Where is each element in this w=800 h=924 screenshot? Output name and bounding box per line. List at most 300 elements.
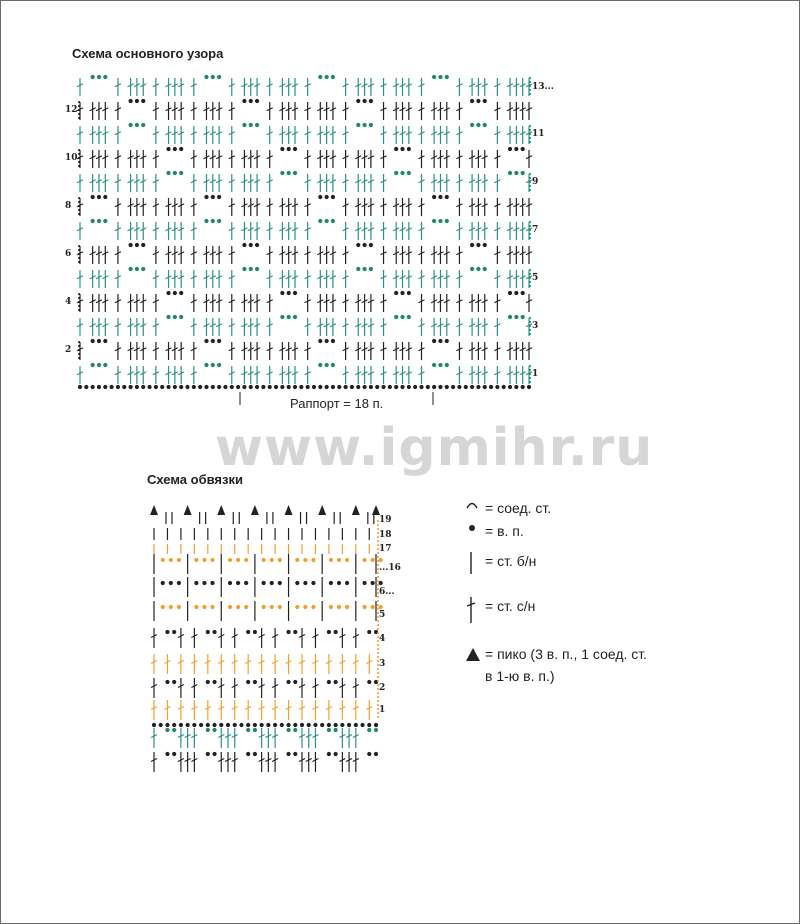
- chain-stitch: [489, 385, 493, 389]
- chain-stitch: [192, 723, 196, 727]
- chain-stitch: [154, 385, 158, 389]
- chain-stitch: [169, 558, 173, 562]
- chain-stitch: [344, 385, 348, 389]
- chain-stitch: [135, 123, 139, 127]
- slip-stitch-icon: [465, 497, 485, 514]
- chain-stitch: [273, 723, 277, 727]
- chain-stitch: [293, 723, 297, 727]
- chain-stitch: [233, 723, 237, 727]
- chain-stitch: [179, 171, 183, 175]
- chain-stitch: [318, 195, 322, 199]
- chain-stitch: [514, 147, 518, 151]
- chain-stitch: [286, 752, 290, 756]
- chain-stitch: [287, 291, 291, 295]
- chain-stitch: [508, 291, 512, 295]
- chain-stitch: [249, 99, 253, 103]
- chain-stitch: [165, 680, 169, 684]
- chain-stitch: [438, 195, 442, 199]
- row-label-right: 1: [379, 705, 386, 715]
- chain-stitch: [103, 363, 107, 367]
- chain-stitch: [172, 723, 176, 727]
- chain-stitch: [166, 315, 170, 319]
- chain-stitch: [128, 123, 132, 127]
- chain-stitch: [242, 243, 246, 247]
- chain-stitch: [253, 752, 257, 756]
- chain-stitch: [166, 291, 170, 295]
- chain-stitch: [379, 605, 383, 609]
- chain-stitch: [432, 339, 436, 343]
- chain-stitch: [318, 363, 322, 367]
- chain-stitch: [521, 147, 525, 151]
- chain-stitch: [325, 195, 329, 199]
- chain-stitch: [514, 385, 518, 389]
- chain-stitch: [253, 723, 257, 727]
- chain-stitch: [165, 630, 169, 634]
- chain-stitch: [362, 605, 366, 609]
- chain-stitch: [173, 315, 177, 319]
- chain-stitch: [236, 581, 240, 585]
- chain-stitch: [249, 385, 253, 389]
- chain-stitch: [268, 385, 272, 389]
- chain-stitch: [226, 723, 230, 727]
- row-label-left: 12: [65, 105, 78, 115]
- chain-stitch: [246, 752, 250, 756]
- chain-stitch: [236, 605, 240, 609]
- chain-stitch: [371, 605, 375, 609]
- chain-stitch: [362, 267, 366, 271]
- chain-stitch: [287, 147, 291, 151]
- legend-text: = соед. ст.: [485, 500, 552, 516]
- chain-stitch: [84, 385, 88, 389]
- chain-stitch: [320, 723, 324, 727]
- chain-stitch: [212, 723, 216, 727]
- chain-stitch: [327, 752, 331, 756]
- chain-stitch: [521, 385, 525, 389]
- chain-stitch: [179, 723, 183, 727]
- chain-stitch: [325, 385, 329, 389]
- chain-stitch: [255, 243, 259, 247]
- row-label-right: 17: [379, 544, 392, 554]
- chain-stitch: [270, 558, 274, 562]
- chain-stitch: [334, 630, 338, 634]
- chain-stitch: [356, 385, 360, 389]
- chain-stitch: [253, 728, 257, 732]
- chain-stitch: [255, 267, 259, 271]
- row-label-right: 5: [532, 273, 539, 283]
- chain-stitch: [470, 243, 474, 247]
- chain-stitch: [329, 558, 333, 562]
- chain-stitch: [514, 291, 518, 295]
- chain-stitch: [212, 630, 216, 634]
- chain-stitch: [293, 171, 297, 175]
- chain-stitch: [103, 219, 107, 223]
- chain-stitch: [206, 680, 210, 684]
- chain-stitch: [379, 581, 383, 585]
- chain-stitch: [152, 723, 156, 727]
- chain-stitch: [327, 728, 331, 732]
- chain-stitch: [173, 147, 177, 151]
- chain-stitch: [360, 723, 364, 727]
- row-label-right: 11: [532, 129, 545, 139]
- chain-stitch: [400, 315, 404, 319]
- single-crochet-icon: [465, 550, 485, 579]
- watermark: www.igmihr.ru: [215, 418, 654, 478]
- chain-stitch: [287, 385, 291, 389]
- chain-stitch: [78, 385, 82, 389]
- chain-stitch: [426, 385, 430, 389]
- chain-stitch: [374, 728, 378, 732]
- chain-stitch: [161, 605, 165, 609]
- chain-stitch: [262, 605, 266, 609]
- chain-stitch: [206, 728, 210, 732]
- chain-stitch: [91, 363, 95, 367]
- chain-stitch: [274, 385, 278, 389]
- chain-stitch: [246, 728, 250, 732]
- chain-stitch: [228, 605, 232, 609]
- chain-stitch: [293, 147, 297, 151]
- chain-stitch: [495, 385, 499, 389]
- chain-stitch: [179, 385, 183, 389]
- chain-stitch: [261, 385, 265, 389]
- legend-picot-line1: = пико (3 в. п., 1 соед. ст.: [485, 646, 648, 662]
- chain-stitch: [91, 219, 95, 223]
- row-label-right: 7: [532, 225, 539, 235]
- chain-stitch: [110, 385, 114, 389]
- chain-stitch: [242, 267, 246, 271]
- chain-stitch: [165, 723, 169, 727]
- chain-stitch: [407, 147, 411, 151]
- chain-stitch: [299, 385, 303, 389]
- chain-stitch: [172, 680, 176, 684]
- row-label-left: 6: [65, 249, 72, 259]
- chain-stitch: [103, 195, 107, 199]
- chain-stitch: [293, 680, 297, 684]
- chain-stitch: [347, 723, 351, 727]
- chain-stitch: [306, 385, 310, 389]
- legend-text: = в. п.: [485, 523, 524, 539]
- legend-picot-line2: в 1-ю в. п.): [485, 668, 555, 684]
- legend-text: = ст. с/н: [485, 598, 536, 614]
- chain-stitch: [295, 581, 299, 585]
- chain-stitch: [192, 385, 196, 389]
- chain-stitch: [173, 291, 177, 295]
- chain-stitch: [295, 605, 299, 609]
- chain-stitch: [451, 385, 455, 389]
- chain-stitch: [325, 219, 329, 223]
- chain-stitch: [334, 728, 338, 732]
- chain-stitch: [476, 99, 480, 103]
- chain-stitch: [432, 75, 436, 79]
- chain-stitch: [202, 558, 206, 562]
- chain-stitch: [244, 605, 248, 609]
- chain-stitch: [280, 723, 284, 727]
- chain-stitch: [470, 123, 474, 127]
- chain-stitch: [394, 315, 398, 319]
- chain-stitch: [419, 385, 423, 389]
- picot: [251, 505, 259, 515]
- chain-stitch: [476, 243, 480, 247]
- chain-stitch: [394, 385, 398, 389]
- chain-stitch: [255, 99, 259, 103]
- row-label-right: ...16: [379, 563, 401, 573]
- chain-stitch: [255, 123, 259, 127]
- chain-stitch: [202, 605, 206, 609]
- chain-stitch: [204, 75, 208, 79]
- chain-stitch: [287, 315, 291, 319]
- chain-stitch: [438, 385, 442, 389]
- chain-stitch: [337, 581, 341, 585]
- chain-stitch: [194, 605, 198, 609]
- chain-stitch: [246, 630, 250, 634]
- chain-stitch: [173, 171, 177, 175]
- row-label-right: 9: [532, 177, 539, 187]
- chain-stitch: [249, 123, 253, 127]
- row-label-left: 10: [65, 153, 78, 163]
- chain-stitch: [228, 558, 232, 562]
- chain-stitch: [502, 385, 506, 389]
- chain-stitch: [91, 195, 95, 199]
- chain-stitch: [280, 291, 284, 295]
- chain-stitch: [445, 75, 449, 79]
- chain-stitch: [141, 123, 145, 127]
- chain-stitch: [325, 339, 329, 343]
- chain-stitch: [206, 752, 210, 756]
- chain-stitch: [287, 171, 291, 175]
- chain-stitch: [217, 339, 221, 343]
- chain-stitch: [362, 385, 366, 389]
- chain-stitch: [223, 385, 227, 389]
- chain-stitch: [270, 581, 274, 585]
- chain-stitch: [97, 363, 101, 367]
- chain-stitch: [325, 363, 329, 367]
- picot: [184, 505, 192, 515]
- chain-stitch: [337, 385, 341, 389]
- row-label-left: 2: [65, 345, 72, 355]
- legend-single-crochet: [465, 550, 536, 579]
- chain-stitch: [185, 385, 189, 389]
- chain-stitch: [172, 728, 176, 732]
- chain-stitch: [318, 219, 322, 223]
- chain-stitch: [249, 267, 253, 271]
- chain-stitch: [253, 680, 257, 684]
- legend-picot: [465, 643, 647, 687]
- chain-stitch: [194, 558, 198, 562]
- chain-stitch: [204, 219, 208, 223]
- chain-stitch: [172, 630, 176, 634]
- chain-stitch: [483, 243, 487, 247]
- chain-stitch: [362, 123, 366, 127]
- chain-stitch: [286, 680, 290, 684]
- chain-stitch: [97, 385, 101, 389]
- chain-stitch: [508, 171, 512, 175]
- chain-stitch: [375, 385, 379, 389]
- chain-stitch: [432, 385, 436, 389]
- chain-stitch: [161, 558, 165, 562]
- chain-stitch: [432, 195, 436, 199]
- chain-stitch: [527, 385, 531, 389]
- chain-stitch: [177, 581, 181, 585]
- picot: [150, 505, 158, 515]
- chain-stitch: [331, 219, 335, 223]
- chain-stitch: [407, 171, 411, 175]
- chain-stitch: [230, 385, 234, 389]
- chain-stitch: [514, 171, 518, 175]
- chain-stitch: [141, 385, 145, 389]
- chain-stitch: [483, 123, 487, 127]
- chain-stitch: [177, 558, 181, 562]
- chain-stitch: [407, 385, 411, 389]
- chain-stitch: [194, 581, 198, 585]
- chain-stitch: [160, 385, 164, 389]
- row-label-right: 18: [379, 530, 392, 540]
- chain-stitch: [204, 339, 208, 343]
- chain-stitch: [400, 171, 404, 175]
- chain-stitch: [199, 723, 203, 727]
- chain-stitch: [262, 558, 266, 562]
- chain-stitch: [303, 558, 307, 562]
- chain-stitch: [210, 558, 214, 562]
- chain-stitch: [369, 385, 373, 389]
- row-label-right: 2: [379, 683, 386, 693]
- row-label-right: 19: [379, 515, 392, 525]
- chain-stitch: [413, 385, 417, 389]
- chain-stitch: [211, 363, 215, 367]
- chain-stitch: [217, 219, 221, 223]
- chain-stitch: [135, 385, 139, 389]
- chain-stitch: [219, 723, 223, 727]
- chain-stitch: [337, 605, 341, 609]
- chain-stitch: [236, 558, 240, 562]
- chain-stitch: [432, 219, 436, 223]
- chain-stitch: [169, 605, 173, 609]
- chain-stitch: [476, 123, 480, 127]
- chain-stitch: [438, 339, 442, 343]
- chain-stitch: [212, 752, 216, 756]
- chain-stitch: [367, 680, 371, 684]
- double-crochet-icon: [465, 595, 485, 628]
- chain-stitch: [394, 147, 398, 151]
- chain-stitch: [169, 581, 173, 585]
- row-label-right: 3: [532, 321, 539, 331]
- legend-text: [485, 643, 647, 687]
- chain-stitch: [334, 680, 338, 684]
- chain-stitch: [295, 558, 299, 562]
- row-label-right: 6...: [379, 587, 395, 597]
- chain-stitch: [312, 385, 316, 389]
- picot-icon: [465, 643, 485, 666]
- chain-stitch: [362, 581, 366, 585]
- chain-stitch: [128, 99, 132, 103]
- chain-stitch: [278, 581, 282, 585]
- chain-stitch: [166, 147, 170, 151]
- chain-stitch: [103, 75, 107, 79]
- chain-stitch: [470, 267, 474, 271]
- chain-stitch: [141, 243, 145, 247]
- legend-slip-stitch: [465, 497, 551, 519]
- chain-stitch: [337, 558, 341, 562]
- row-label-right: 4: [379, 634, 386, 644]
- chain-stitch: [369, 99, 373, 103]
- chain-stitch: [367, 752, 371, 756]
- chain-stitch: [374, 723, 378, 727]
- chain-stitch: [211, 195, 215, 199]
- chain-stitch: [204, 195, 208, 199]
- chain-stitch: [172, 752, 176, 756]
- chain-stitch: [135, 243, 139, 247]
- chain-stitch: [91, 75, 95, 79]
- chain-stitch: [173, 385, 177, 389]
- chain-stitch: [356, 267, 360, 271]
- chain-stitch: [103, 385, 107, 389]
- chain-stitch: [179, 291, 183, 295]
- chain-stitch: [356, 243, 360, 247]
- chain-stitch: [141, 267, 145, 271]
- chain-stitch: [369, 267, 373, 271]
- chain-stitch: [246, 723, 250, 727]
- chain-stitch: [97, 195, 101, 199]
- edge-chart-title: Схема обвязки: [147, 472, 243, 487]
- chain-stitch: [165, 752, 169, 756]
- chain-stitch: [300, 723, 304, 727]
- chain-stitch: [394, 171, 398, 175]
- chain-stitch: [362, 243, 366, 247]
- chain-stitch: [457, 385, 461, 389]
- chain-stitch: [356, 99, 360, 103]
- chain-stitch: [331, 195, 335, 199]
- chain-stitch: [128, 385, 132, 389]
- chain-stitch: [286, 728, 290, 732]
- chain-stitch: [345, 605, 349, 609]
- chain-stitch: [262, 581, 266, 585]
- chain-stitch: [483, 99, 487, 103]
- chain-stitch: [325, 75, 329, 79]
- chain-stitch: [303, 605, 307, 609]
- chain-stitch: [128, 243, 132, 247]
- chain-stitch: [345, 558, 349, 562]
- chain-stitch: [329, 605, 333, 609]
- chain-stitch: [204, 363, 208, 367]
- chain-stitch: [91, 339, 95, 343]
- chain-stitch: [407, 315, 411, 319]
- chain-stitch: [293, 752, 297, 756]
- chain-stitch: [371, 558, 375, 562]
- chain-stitch: [369, 123, 373, 127]
- chain-stitch: [202, 581, 206, 585]
- chain-stitch: [286, 723, 290, 727]
- chain-stitch: [381, 385, 385, 389]
- chain-stitch: [340, 723, 344, 727]
- legend-chain: [465, 520, 524, 542]
- chain-stitch: [249, 243, 253, 247]
- chain-stitch: [236, 385, 240, 389]
- chain-stitch: [371, 581, 375, 585]
- chain-stitch: [311, 605, 315, 609]
- chain-stitch: [331, 363, 335, 367]
- chain-stitch: [483, 267, 487, 271]
- row-label-right: 1: [532, 369, 539, 379]
- chain-stitch: [278, 558, 282, 562]
- chain-stitch: [394, 291, 398, 295]
- chain-stitch: [217, 363, 221, 367]
- row-label-right: 3: [379, 659, 386, 669]
- chain-stitch: [445, 339, 449, 343]
- chain-stitch: [311, 558, 315, 562]
- chain-stitch: [165, 728, 169, 732]
- chain-stitch: [329, 581, 333, 585]
- chain-stitch: [331, 339, 335, 343]
- chain-stitch: [179, 147, 183, 151]
- chain-stitch: [407, 291, 411, 295]
